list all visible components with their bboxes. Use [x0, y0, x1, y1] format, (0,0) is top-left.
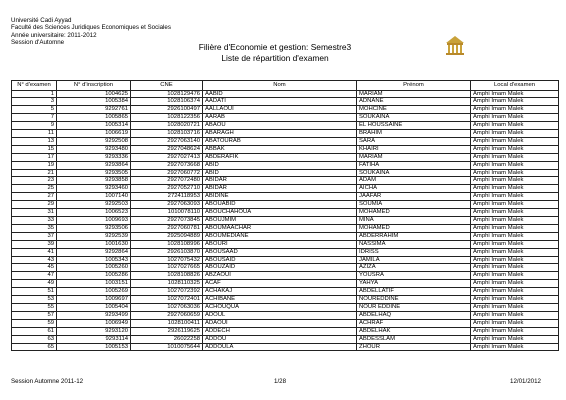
exam-room-cell: Amphi Imam Malek [471, 280, 559, 288]
cne-cell: 1028122356 [131, 114, 203, 122]
exam-room-cell: Amphi Imam Malek [471, 98, 559, 106]
first-name-cell: BRAHIM [357, 130, 471, 138]
exam-number-cell: 49 [12, 280, 57, 288]
last-name-cell: ACAF [203, 280, 357, 288]
table-row [12, 248, 559, 256]
document-subtitle: Liste de répartition d'examen [221, 52, 329, 63]
first-name-cell: MARIAM [357, 153, 471, 161]
table-row [12, 169, 559, 177]
last-name-cell: ABATOURAB [203, 137, 357, 145]
cne-cell: 2724118953 [131, 193, 203, 201]
cne-cell: 1028108996 [131, 240, 203, 248]
exam-number-cell: 31 [12, 209, 57, 217]
cne-cell: 2925094889 [131, 232, 203, 240]
first-name-cell: AZIZA [357, 264, 471, 272]
first-name-cell: SOUMIA [357, 201, 471, 209]
last-name-cell: ABARAGH [203, 130, 357, 138]
column-header: N° d'inscription [57, 81, 131, 91]
registration-number-cell: 1005286 [57, 272, 131, 280]
last-name-cell: ABIDINE [203, 193, 357, 201]
table-row [12, 272, 559, 280]
last-name-cell: ABBAK [203, 145, 357, 153]
registration-number-cell: 9293120 [57, 327, 131, 335]
registration-number-cell: 9292539 [57, 232, 131, 240]
cne-cell: 1027063036 [131, 303, 203, 311]
last-name-cell: ABOUJMIM [203, 217, 357, 225]
table-row [12, 327, 559, 335]
registration-number-cell: 1007140 [57, 193, 131, 201]
footer-page-number: 1/28 [274, 378, 287, 385]
column-header: N° d'examen [12, 81, 57, 91]
cne-cell: 2927027413 [131, 153, 203, 161]
column-header: CNE [131, 81, 203, 91]
exam-room-cell: Amphi Imam Malek [471, 232, 559, 240]
registration-number-cell: 1005865 [57, 114, 131, 122]
exam-number-cell: 51 [12, 288, 57, 296]
exam-room-cell: Amphi Imam Malek [471, 272, 559, 280]
cne-cell: 2927060781 [131, 224, 203, 232]
table-row [12, 201, 559, 209]
first-name-cell: YAHYA [357, 280, 471, 288]
cne-cell: 1027072401 [131, 296, 203, 304]
cne-cell: 2927048624 [131, 145, 203, 153]
exam-room-cell: Amphi Imam Malek [471, 169, 559, 177]
last-name-cell: ABOURI [203, 240, 357, 248]
cne-cell: 2927052710 [131, 185, 203, 193]
cne-cell: 2926103870 [131, 248, 203, 256]
faculty-name: Faculté des Sciences Juridiques Economiques et Sociales [11, 24, 171, 32]
table-row [12, 185, 559, 193]
table-row [12, 153, 559, 161]
exam-number-cell: 65 [12, 343, 57, 351]
last-name-cell: AADATI [203, 98, 357, 106]
exam-room-cell: Amphi Imam Malek [471, 327, 559, 335]
academic-year: Année universitaire: 2011-2012 [11, 31, 97, 39]
last-name-cell: ADOUL [203, 311, 357, 319]
exam-room-cell: Amphi Imam Malek [471, 256, 559, 264]
exam-room-cell: Amphi Imam Malek [471, 303, 559, 311]
first-name-cell: MARIAM [357, 90, 471, 98]
last-name-cell: ADDOU [203, 335, 357, 343]
first-name-cell: ABDELHAK [357, 327, 471, 335]
last-name-cell: ACHIBANE [203, 296, 357, 304]
cne-cell: 1028100411 [131, 319, 203, 327]
registration-number-cell: 9293460 [57, 185, 131, 193]
first-name-cell: MOHAMED [357, 209, 471, 217]
exam-room-cell: Amphi Imam Malek [471, 240, 559, 248]
exam-room-cell: Amphi Imam Malek [471, 343, 559, 351]
registration-number-cell: 9293480 [57, 145, 131, 153]
first-name-cell: YOUSRA [357, 272, 471, 280]
exam-number-cell: 3 [12, 98, 57, 106]
registration-number-cell: 9293499 [57, 311, 131, 319]
university-name: Université Cadi Ayyad [11, 17, 72, 24]
first-name-cell: AICHA [357, 185, 471, 193]
column-header: Nom [203, 81, 357, 91]
first-name-cell: NASSIMA [357, 240, 471, 248]
exam-room-cell: Amphi Imam Malek [471, 217, 559, 225]
registration-number-cell: 1005260 [57, 264, 131, 272]
cne-cell: 2927063140 [131, 137, 203, 145]
first-name-cell: ACHRAF [357, 319, 471, 327]
last-name-cell: ABOUABID [203, 201, 357, 209]
last-name-cell: AALLAOUI [203, 106, 357, 114]
registration-number-cell: 1006619 [57, 130, 131, 138]
exam-room-cell: Amphi Imam Malek [471, 264, 559, 272]
last-name-cell: ABID [203, 161, 357, 169]
first-name-cell: ABDELHAQ [357, 311, 471, 319]
exam-room-cell: Amphi Imam Malek [471, 224, 559, 232]
table-row [12, 98, 559, 106]
first-name-cell: MINA [357, 217, 471, 225]
table-row [12, 209, 559, 217]
registration-number-cell: 1009697 [57, 296, 131, 304]
last-name-cell: ABOUSAID [203, 256, 357, 264]
exam-room-cell: Amphi Imam Malek [471, 137, 559, 145]
exam-number-cell: 15 [12, 145, 57, 153]
table-row [12, 319, 559, 327]
exam-room-cell: Amphi Imam Malek [471, 335, 559, 343]
cne-cell: 1028129476 [131, 90, 203, 98]
registration-number-cell: 1003151 [57, 280, 131, 288]
cne-cell: 2927060772 [131, 169, 203, 177]
exam-room-cell: Amphi Imam Malek [471, 145, 559, 153]
first-name-cell: IDRISS [357, 248, 471, 256]
registration-number-cell: 1001630 [57, 240, 131, 248]
exam-room-cell: Amphi Imam Malek [471, 296, 559, 304]
cne-cell: 2926119625 [131, 327, 203, 335]
exam-number-cell: 59 [12, 319, 57, 327]
exam-number-cell: 57 [12, 311, 57, 319]
cne-cell: 1027072392 [131, 288, 203, 296]
cne-cell: 26022258 [131, 335, 203, 343]
exam-number-cell: 5 [12, 106, 57, 114]
column-header: Local d'examen [471, 81, 559, 91]
table-row [12, 232, 559, 240]
exam-number-cell: 11 [12, 130, 57, 138]
exam-number-cell: 33 [12, 217, 57, 225]
cne-cell: 2927073845 [131, 217, 203, 225]
registration-number-cell: 1004625 [57, 90, 131, 98]
cne-cell: 1028106374 [131, 98, 203, 106]
registration-number-cell: 1006949 [57, 319, 131, 327]
first-name-cell: KHAIRI [357, 145, 471, 153]
table-row [12, 311, 559, 319]
registration-number-cell: 9292503 [57, 201, 131, 209]
first-name-cell: ADAM [357, 177, 471, 185]
last-name-cell: ABOUSAAD [203, 248, 357, 256]
registration-number-cell: 9292864 [57, 248, 131, 256]
table-header-row [12, 81, 559, 91]
exam-number-cell: 23 [12, 177, 57, 185]
table-row [12, 106, 559, 114]
exam-number-cell: 21 [12, 169, 57, 177]
last-name-cell: ACHOUQUA [203, 303, 357, 311]
exam-number-cell: 53 [12, 296, 57, 304]
table-row [12, 303, 559, 311]
cne-cell: 1010078110 [131, 209, 203, 217]
exam-room-cell: Amphi Imam Malek [471, 177, 559, 185]
cne-cell: 1010075644 [131, 343, 203, 351]
table-row [12, 114, 559, 122]
exam-room-cell: Amphi Imam Malek [471, 311, 559, 319]
registration-number-cell: 9293506 [57, 224, 131, 232]
registration-number-cell: 9293864 [57, 161, 131, 169]
exam-room-cell: Amphi Imam Malek [471, 201, 559, 209]
cne-cell: 1028108826 [131, 272, 203, 280]
exam-number-cell: 19 [12, 161, 57, 169]
first-name-cell: FATIHA [357, 161, 471, 169]
cne-cell: 2927072480 [131, 177, 203, 185]
last-name-cell: AARAB [203, 114, 357, 122]
registration-number-cell: 1005153 [57, 343, 131, 351]
table-row [12, 193, 559, 201]
last-name-cell: ADDOULA [203, 343, 357, 351]
exam-room-cell: Amphi Imam Malek [471, 209, 559, 217]
column-header: Prénom [357, 81, 471, 91]
last-name-cell: ABIDAR [203, 177, 357, 185]
last-name-cell: ABDERAFIK [203, 153, 357, 161]
registration-number-cell: 1009693 [57, 217, 131, 225]
registration-number-cell: 1005384 [57, 98, 131, 106]
exam-number-cell: 45 [12, 264, 57, 272]
last-name-cell: ABOUMAACHAR [203, 224, 357, 232]
registration-number-cell: 9293336 [57, 153, 131, 161]
cne-cell: 2926100497 [131, 106, 203, 114]
table-row [12, 161, 559, 169]
exam-room-cell: Amphi Imam Malek [471, 114, 559, 122]
exam-room-cell: Amphi Imam Malek [471, 90, 559, 98]
first-name-cell: SOUKAINA [357, 114, 471, 122]
registration-number-cell: 1005269 [57, 288, 131, 296]
exam-room-cell: Amphi Imam Malek [471, 130, 559, 138]
exam-room-cell: Amphi Imam Malek [471, 185, 559, 193]
first-name-cell: ABDELLATIF [357, 288, 471, 296]
registration-number-cell: 9292761 [57, 106, 131, 114]
exam-number-cell: 25 [12, 185, 57, 193]
exam-room-cell: Amphi Imam Malek [471, 106, 559, 114]
registration-number-cell: 9293858 [57, 177, 131, 185]
exam-room-cell: Amphi Imam Malek [471, 288, 559, 296]
cne-cell: 2927060659 [131, 311, 203, 319]
exam-number-cell: 1 [12, 90, 57, 98]
last-name-cell: ABAOU [203, 122, 357, 130]
cne-cell: 1027027665 [131, 264, 203, 272]
last-name-cell: ABZAOUI [203, 272, 357, 280]
exam-room-cell: Amphi Imam Malek [471, 153, 559, 161]
registration-number-cell: 1006523 [57, 209, 131, 217]
exam-number-cell: 43 [12, 256, 57, 264]
table-row [12, 145, 559, 153]
first-name-cell: NOUREDDINE [357, 296, 471, 304]
table-row [12, 177, 559, 185]
exam-number-cell: 9 [12, 122, 57, 130]
exam-number-cell: 63 [12, 335, 57, 343]
table-body [12, 90, 559, 351]
last-name-cell: ABOUZAID [203, 264, 357, 272]
exam-room-cell: Amphi Imam Malek [471, 122, 559, 130]
last-name-cell: AABID [203, 90, 357, 98]
first-name-cell: NOUR EDDINE [357, 303, 471, 311]
exam-number-cell: 7 [12, 114, 57, 122]
last-name-cell: ABOUCHAHOUA [203, 209, 357, 217]
exam-room-cell: Amphi Imam Malek [471, 193, 559, 201]
exam-room-cell: Amphi Imam Malek [471, 248, 559, 256]
first-name-cell: ABDESSLAM [357, 335, 471, 343]
first-name-cell: SARA [357, 137, 471, 145]
cne-cell: 2927063093 [131, 201, 203, 209]
registration-number-cell: 9292508 [57, 137, 131, 145]
table-row [12, 217, 559, 225]
first-name-cell: JAAFAR [357, 193, 471, 201]
first-name-cell: ABDERRAHIM [357, 232, 471, 240]
first-name-cell: MOHCINE [357, 106, 471, 114]
document-title: Filière d'Economie et gestion: Semestre3 [198, 42, 352, 52]
table-row [12, 280, 559, 288]
footer-session: Session Automne 2011-12 [11, 378, 84, 385]
exam-number-cell: 29 [12, 201, 57, 209]
footer-date: 12/01/2012 [510, 378, 541, 385]
first-name-cell: ZHOUR [357, 343, 471, 351]
first-name-cell: ADNANE [357, 98, 471, 106]
table-row [12, 224, 559, 232]
table-row [12, 264, 559, 272]
last-name-cell: ABOUMEDIANE [203, 232, 357, 240]
exam-number-cell: 17 [12, 153, 57, 161]
exam-number-cell: 39 [12, 240, 57, 248]
last-name-cell: ACHAKAJ [203, 288, 357, 296]
table-row [12, 288, 559, 296]
table-row [12, 122, 559, 130]
last-name-cell: ADAOUI [203, 319, 357, 327]
table-row [12, 256, 559, 264]
university-logo [444, 34, 466, 58]
exam-number-cell: 37 [12, 232, 57, 240]
first-name-cell: SOUKAINA [357, 169, 471, 177]
exam-number-cell: 41 [12, 248, 57, 256]
registration-number-cell: 1005404 [57, 303, 131, 311]
cne-cell: 1028103716 [131, 130, 203, 138]
last-name-cell: ADDECH [203, 327, 357, 335]
exam-distribution-table [11, 80, 559, 351]
first-name-cell: EL HOUSSAINE [357, 122, 471, 130]
first-name-cell: JAMILA [357, 256, 471, 264]
first-name-cell: MOHAMED [357, 224, 471, 232]
cne-cell: 2927073668 [131, 161, 203, 169]
registration-number-cell: 1005314 [57, 122, 131, 130]
exam-room-cell: Amphi Imam Malek [471, 161, 559, 169]
exam-number-cell: 35 [12, 224, 57, 232]
table-row [12, 130, 559, 138]
exam-number-cell: 61 [12, 327, 57, 335]
exam-number-cell: 55 [12, 303, 57, 311]
cne-cell: 1027075432 [131, 256, 203, 264]
table-row [12, 90, 559, 98]
registration-number-cell: 9293114 [57, 335, 131, 343]
table-row [12, 137, 559, 145]
institution-header [11, 17, 171, 46]
registration-number-cell: 1005343 [57, 256, 131, 264]
exam-number-cell: 13 [12, 137, 57, 145]
document-title-block [190, 42, 360, 63]
table-row [12, 335, 559, 343]
table-row [12, 343, 559, 351]
exam-room-cell: Amphi Imam Malek [471, 319, 559, 327]
exam-number-cell: 47 [12, 272, 57, 280]
exam-number-cell: 27 [12, 193, 57, 201]
session-name: Session d'Automne [11, 38, 65, 46]
table-row [12, 240, 559, 248]
last-name-cell: ABID [203, 169, 357, 177]
cne-cell: 1028110325 [131, 280, 203, 288]
last-name-cell: ABIDAR [203, 185, 357, 193]
table-row [12, 296, 559, 304]
cne-cell: 1028020721 [131, 122, 203, 130]
registration-number-cell: 9293505 [57, 169, 131, 177]
